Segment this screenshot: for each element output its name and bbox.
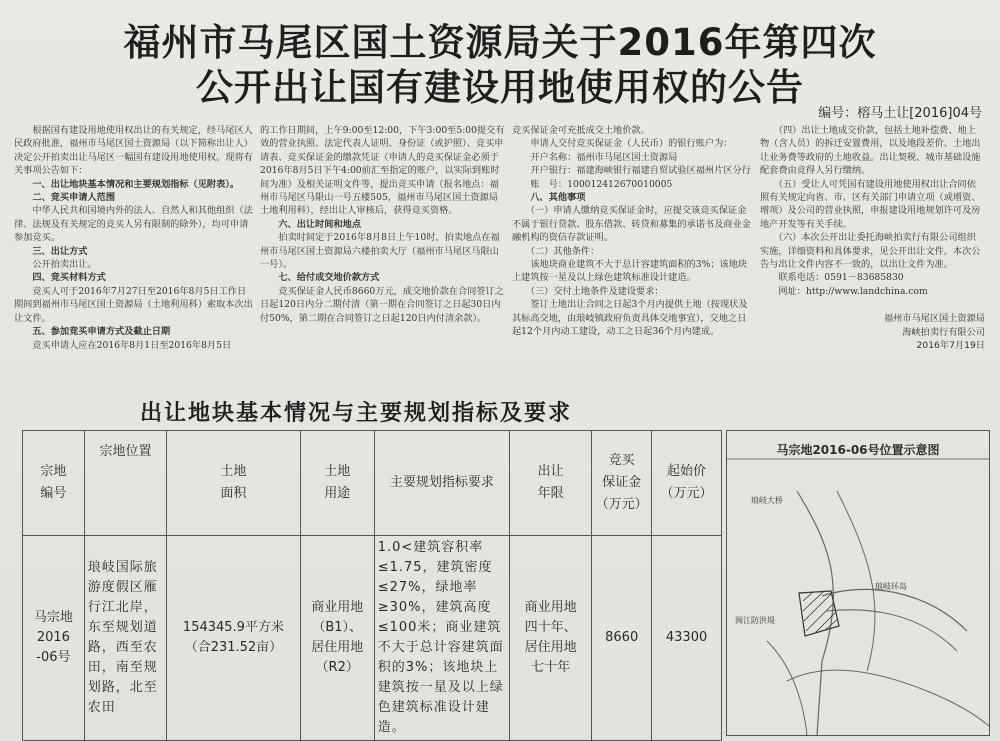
cell-start-price: 43300 bbox=[652, 536, 722, 741]
paragraph: 竞买保证金人民币8660万元，成交地价款在合同签订之日起120日内分二期付清（第一期在合同签订之日起30日内付50%，第二期在合同签订之日起120日内付清余款）。 bbox=[260, 285, 504, 324]
announcement-title-line2: 公开出让国有建设用地使用权的公告 bbox=[196, 66, 804, 109]
cell-parcel-id: 马宗地 2016 -06号 bbox=[23, 536, 85, 741]
paragraph: 账 号：100012412670010005 bbox=[512, 178, 673, 190]
paragraph: 拍卖时间定于2016年8月8日上午10时，拍卖地点在福州市马尾区国土资源局六楼拍卖大厅（福州市马尾区马限山一号）。 bbox=[260, 232, 500, 271]
paragraph: （一）申请人缴纳竞买保证金时，应提交该竞买保证金不属于银行贷款、股东借款、转贷和募集的承诺书及商业金融机构的资信存款证明。 bbox=[512, 205, 751, 244]
map-label-ring-island: 琅岐环岛 bbox=[875, 582, 907, 591]
paragraph: 八、其他事项 bbox=[512, 192, 586, 204]
location-map bbox=[726, 430, 990, 736]
paragraph: 开户名称：福州市马尾区国土资源局 bbox=[512, 151, 678, 163]
paragraph: 竞买保证金可充抵成交土地价款。 bbox=[512, 125, 650, 136]
paragraph: 签订土地出让合同之日起3个月内提供土地（按现状及其标高交地，由琅岐镇政府负责具体交地事宜），交地之日起12个月内动工建设，动工之日起36个月内建成。 bbox=[512, 299, 748, 338]
paragraph: 的工作日期间，上午9:00至12:00，下午3:00至5:00提交有效的营业执照、法定代表人证明、身份证（或护照）、竞买申请表、竞买保证金的缴款凭证（申请人的竞买保证金必须于2016年8月5日下午4:00前汇至指定的账户，以实际到账时间为准）及相关证明文件等，提出竞买申请（报名地点：福州市马尾区马限山一号五楼505，福州市马尾区国土资源局土地利用科），经出让人审核后，获得竞买资格。 bbox=[260, 125, 505, 217]
cell-location: 琅岐国际旅游度假区雁行江北岸，东至规划道路，西至农田，南至规划路，北至农田 bbox=[84, 536, 166, 741]
header-location: 宗地位置 bbox=[84, 431, 166, 536]
paragraph: 该地块商业建筑不大于总计容建筑面积的3%；该地块上建筑按一星及以上绿色建筑标准设计建造。 bbox=[512, 259, 748, 284]
paragraph: 七、给付成交地价款方式 bbox=[260, 272, 380, 284]
paragraph: 申请人交付竞买保证金（人民币）的银行账户为： bbox=[512, 138, 733, 150]
paragraph: 根据国有建设用地使用权出让的有关规定，经马尾区人民政府批准，福州市马尾区国土资源局（以下简称出让人）决定公开拍卖出让马尾区一幅国有建设用地使用权。现将有关事项公告如下： bbox=[14, 125, 253, 177]
signature-org-1: 福州市马尾区国土资源局 bbox=[883, 313, 985, 325]
header-deposit: 竞买 保证金 （万元） bbox=[592, 431, 652, 536]
paragraph: （三）交付土地条件及建设要求： bbox=[512, 285, 664, 297]
paragraph: 一、出让地块基本情况和主要规划指标（见附表）。 bbox=[14, 178, 240, 190]
cell-area: 154345.9平方米 （合231.52亩） bbox=[167, 536, 300, 741]
signature-org-2: 海峡拍卖行有限公司 bbox=[902, 326, 985, 338]
header-start-price: 起始价 （万元） bbox=[652, 431, 722, 536]
map-title: 马宗地2016-06号位置示意图 bbox=[776, 443, 940, 457]
paragraph: （六）本次公开出让委托海峡拍卖行有限公司组织实施，详细资料和具体要求，见公开出让文件。本次公告与出让文件内容不一致的，以出让文件为准。 bbox=[760, 232, 981, 271]
land-info-table bbox=[22, 430, 722, 741]
paragraph: 中华人民共和国境内外的法人、自然人和其他组织（法律、法规及有关规定的竞买人另有限制的除外），均可申请参加竞买。 bbox=[14, 205, 253, 244]
paragraph: （四）出让土地成交价款，包括土地补偿费、地上物（含人员）的拆迁安置费用，以及地段差价、土地出让业务费等政府的土地收益。出让契税、城市基础设施配套费由竞得人另行缴纳。 bbox=[760, 125, 981, 177]
announcement-title-line1: 福州市马尾区国土资源局关于2016年第四次 bbox=[123, 21, 877, 64]
header-term: 出让 年限 bbox=[509, 431, 591, 536]
table-title: 出让地块基本情况与主要规划指标及要求 bbox=[140, 401, 573, 426]
header-area: 土地 面积 bbox=[167, 431, 300, 536]
paragraph: 四、竞买材料方式 bbox=[14, 272, 106, 284]
paragraph: （二）其他条件： bbox=[512, 245, 600, 257]
header-parcel-id: 宗地 编号 bbox=[23, 431, 85, 536]
text-column-1 bbox=[14, 124, 254, 352]
paragraph: 竞买申请人应在2016年8月1日至2016年8月5日 bbox=[14, 339, 232, 351]
map-label-levee: 闽江防洪堤 bbox=[735, 616, 775, 625]
cell-deposit: 8660 bbox=[592, 536, 652, 741]
text-column-4 bbox=[760, 124, 985, 353]
cell-requirements: 1.0<建筑容积率≤1.75，建筑密度≤27%，绿地率≥30%，建筑高度≤100米；商业建筑不大于总计容建筑面积的3%；该地块上建筑按一星及以上绿色建筑标准设计建造。 bbox=[374, 536, 509, 741]
document-number: 编号：榕马土让[2016]04号 bbox=[818, 106, 982, 121]
paragraph: 五、参加竞买申请方式及截止日期 bbox=[14, 326, 171, 338]
signature-block bbox=[760, 312, 985, 352]
text-column-2 bbox=[260, 124, 505, 325]
paragraph: 六、出让时间和地点 bbox=[260, 218, 362, 230]
cell-term: 商业用地 四十年、 居住用地 七十年 bbox=[509, 536, 591, 741]
table-row bbox=[23, 536, 722, 741]
paragraph: 二、竞买申请人范围 bbox=[14, 192, 116, 204]
table-header-row bbox=[23, 431, 722, 536]
cell-use: 商业用地 （B1）、 居住用地 （R2） bbox=[300, 536, 374, 741]
map-label-bridge: 琅岐大桥 bbox=[751, 496, 783, 505]
paragraph: 三、出让方式 bbox=[14, 245, 88, 257]
header-use: 土地 用途 bbox=[300, 431, 374, 536]
paragraph: 竞买人可于2016年7月27日至2016年8月5日工作日期间到福州市马尾区国土资源局（土地利用科）索取本次出让文件。 bbox=[14, 285, 253, 324]
paragraph: 网址：http://www.landchina.com bbox=[760, 285, 928, 297]
map-drawing bbox=[727, 431, 989, 735]
paragraph: 开户银行：福建海峡银行福建自贸试验区福州片区分行 bbox=[512, 165, 751, 177]
header-requirements: 主要规划指标要求 bbox=[374, 431, 509, 536]
signature-date: 2016年7月19日 bbox=[916, 340, 985, 352]
text-column-3 bbox=[512, 124, 752, 339]
paragraph: 公开拍卖出让。 bbox=[14, 259, 97, 271]
paragraph: （五）受让人可凭国有建设用地使用权出让合同依照有关规定向省、市、区有关部门申请立项（或增资、增项）及公司的营业执照，申报建设用地规划许可及房地产开发等有关手续。 bbox=[760, 178, 981, 230]
paragraph: 联系电话：0591－83685830 bbox=[760, 272, 904, 284]
